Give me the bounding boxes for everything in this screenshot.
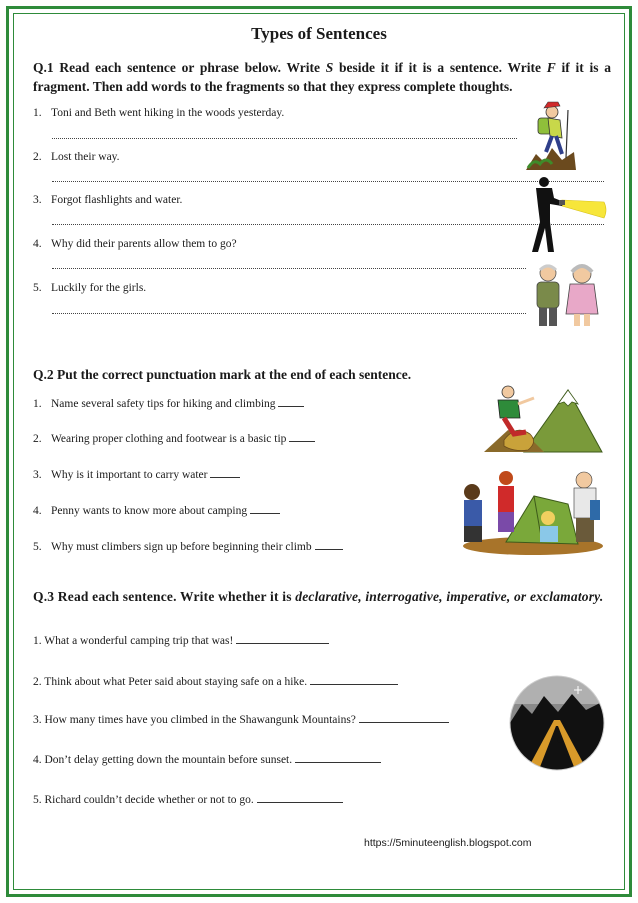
q2-item-5: 5. Why must climbers sign up before beginning their climb <box>33 539 343 554</box>
q3-heading: Q.3 Read each sentence. Write whether it is declarative, interrogative, imperative, or exclamatory. <box>33 589 604 604</box>
q3-item-3: 3. How many times have you climbed in the Shawangunk Mountains? <box>33 712 449 727</box>
q1-answer-line-3[interactable] <box>52 224 604 225</box>
climber-illustration <box>484 380 602 454</box>
q1-item-1: 1. Toni and Beth went hiking in the woods yesterday. <box>33 107 285 119</box>
mountain-night-illustration <box>508 674 606 772</box>
q1-item-2: 2. Lost their way. <box>33 151 120 163</box>
q1-answer-line-4[interactable] <box>52 268 526 269</box>
q2-blank-2[interactable] <box>289 431 315 442</box>
q2-item-1: 1. Name several safety tips for hiking and climbing <box>33 396 304 411</box>
q1-item-5: 5. Luckily for the girls. <box>33 282 147 294</box>
q3-blank-3[interactable] <box>359 712 449 723</box>
q3-blank-4[interactable] <box>295 752 381 763</box>
q3-item-5: 5. Richard couldn’t decide whether or not to go. <box>33 792 343 807</box>
worksheet-title: Types of Sentences <box>251 24 387 43</box>
camping-group-illustration <box>460 466 606 556</box>
q2-item-2: 2. Wearing proper clothing and footwear is a basic tip <box>33 431 315 446</box>
hiker-illustration <box>522 98 578 172</box>
flashlight-illustration <box>526 176 608 254</box>
q2-heading: Q.2 Put the correct punctuation mark at the end of each sentence. <box>33 367 412 382</box>
q1-item-4: 4. Why did their parents allow them to go? <box>33 238 237 250</box>
q1-answer-line-2[interactable] <box>52 181 604 182</box>
grandparents-illustration <box>530 262 604 328</box>
q2-blank-1[interactable] <box>278 396 304 407</box>
q3-blank-2[interactable] <box>310 674 398 685</box>
q1-answer-line-5[interactable] <box>52 313 526 314</box>
q3-blank-5[interactable] <box>257 792 343 803</box>
q1-heading: Q.1 Read each sentence or phrase below. Write S beside it if it is a sentence. Write F if it is a fragment. Then add words to the fragments so that they express complete thoughts. <box>33 60 611 94</box>
q1-answer-line-1[interactable] <box>52 138 517 139</box>
q2-item-3: 3. Why is it important to carry water <box>33 467 240 482</box>
q2-blank-5[interactable] <box>315 539 343 550</box>
q2-item-4: 4. Penny wants to know more about camping <box>33 503 280 518</box>
footer-url[interactable]: https://5minuteenglish.blogspot.com <box>364 837 532 849</box>
q3-item-4: 4. Don’t delay getting down the mountain before sunset. <box>33 752 381 767</box>
q2-blank-3[interactable] <box>210 467 240 478</box>
q3-item-1: 1. What a wonderful camping trip that was! <box>33 633 329 648</box>
q3-blank-1[interactable] <box>236 633 329 644</box>
q1-item-3: 3. Forgot flashlights and water. <box>33 194 183 206</box>
q3-item-2: 2. Think about what Peter said about staying safe on a hike. <box>33 674 398 689</box>
q2-blank-4[interactable] <box>250 503 280 514</box>
